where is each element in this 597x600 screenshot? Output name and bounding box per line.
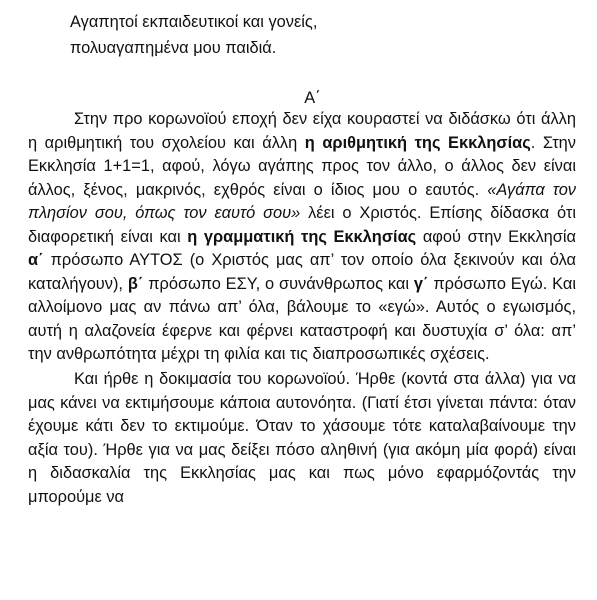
paragraph-1-bold-5: γ΄	[413, 274, 429, 293]
greeting-line-2: πολυαγαπημένα μου παιδιά.	[70, 39, 277, 57]
paragraph-1-text-3: λέει ο Χριστός. Επίσης δίδασκα ότι διαφορετική είναι και	[28, 204, 577, 246]
paragraph-1-text-6: πρόσωπο ΕΣΥ, ο συνάνθρωπος και	[143, 274, 414, 293]
section-heading	[0, 86, 597, 110]
paragraph-1-text-4: αφού στην Εκκλησία	[416, 227, 577, 246]
paragraph-1-text-5: πρόσωπο ΑΥΤΟΣ (ο Χριστός μας απ’ τον οποίο όλα ξεκινούν και όλα καταλήγουν),	[28, 251, 576, 293]
document-body	[28, 108, 576, 509]
paragraph-1-text-7: πρόσωπο Εγώ. Και αλλοίμονο μας αν πάνω απ’ όλα, βάλουμε το «εγώ». Αυτός ο εγωισμός, αυτή η αλαζονεία έφερνε και φέρνει καταστροφή και δυστυχία σ’ όλα: απ’ την ανθρωπότητα μέχρι τη φιλία και τις διαπροσωπικές σχέσεις.	[28, 274, 576, 364]
paragraph-1-quote: «Αγάπα τον πλησίον σου, όπως τον εαυτό σου»	[28, 180, 577, 223]
greeting-line-1: Αγαπητοί εκπαιδευτικοί και γονείς,	[70, 13, 318, 31]
paragraph-1-bold-2: η γραμματική της Εκκλησίας	[187, 227, 417, 246]
paragraph-1-bold-4: β΄	[127, 274, 144, 293]
paragraph-1-text-1: Στην προ κορωνοϊού εποχή δεν είχα κουραστεί να διδάσκω ότι άλλη η αριθμητική του σχολείου και άλλη	[28, 110, 576, 152]
paragraph-1-bold-1: η αριθμητική της Εκκλησίας	[304, 133, 531, 152]
paragraph-1	[28, 108, 576, 367]
paragraph-1-text-2: . Στην Εκκλησία 1+1=1, αφού, λόγω αγάπης προς τον άλλο, ο άλλος δεν είναι άλλος, ξένος, μακρινός, εχθρός είναι ο ίδιος μου ο εαυτός.	[28, 133, 576, 199]
paragraph-2: Και ήρθε η δοκιμασία του κορωνοϊού. Ήρθε (κοντά στα άλλα) για να μας κάνει να εκτιμήσουμε κάποια αυτονόητα. (Γιατί έτσι γίνεται πάντα: όταν έχουμε κάτι δεν το εκτιμούμε. Όταν το χάσουμε τότε καταλαβαίνουμε την αξία του). Ήρθε για να μας δείξει πόσο αληθινή (για ακόμη μία φορά) είναι η διδασκαλία της Εκκλησίας μας και πως μόνο εφαρμόζοντάς την μπορούμε να	[28, 370, 576, 506]
section-heading-text: Α΄	[304, 89, 321, 107]
paragraph-1-bold-3: α΄	[28, 251, 44, 270]
